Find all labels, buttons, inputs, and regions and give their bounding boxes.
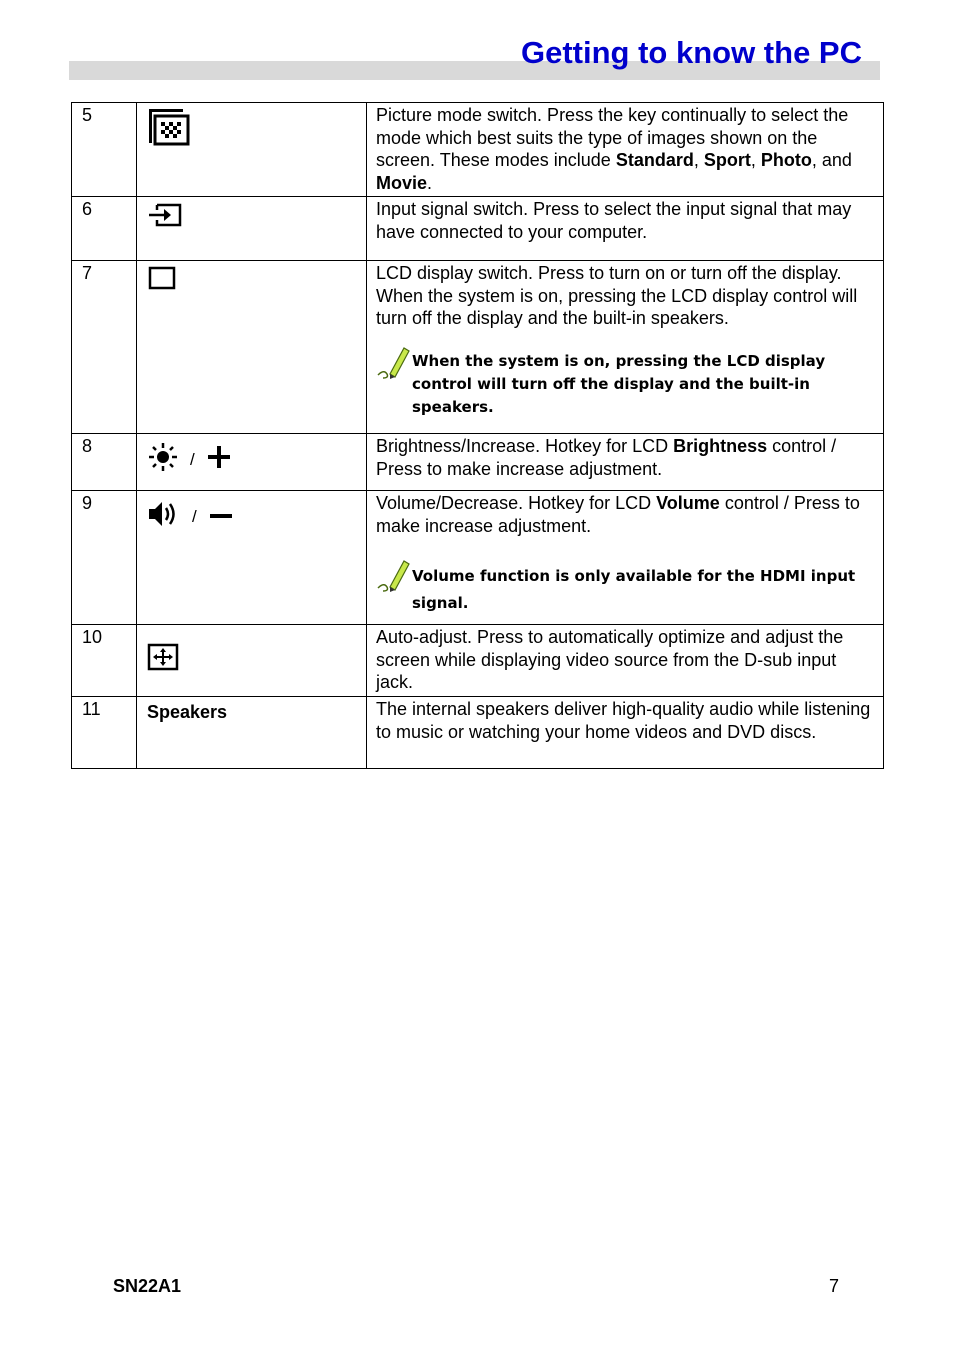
row-description: Picture mode switch. Press the key continually to select the mode which best suits the type of images shown on the screen. These modes include Standard, Sport, Photo, and Movie.	[367, 103, 884, 197]
page-title: Getting to know the PC	[521, 35, 862, 70]
row-number: 7	[72, 261, 137, 434]
note	[376, 350, 877, 419]
row-number: 5	[72, 103, 137, 197]
icon-separator: /	[192, 506, 197, 526]
note-text: When the system is on, pressing the LCD display control will turn off the display and the built-in speakers.	[412, 351, 826, 416]
row-description: LCD display switch. Press to turn on or turn off the display. When the system is on, pressing the LCD display control will turn off the display and the built-in speakers.	[376, 263, 858, 328]
input-signal-icon	[147, 201, 183, 235]
lcd-display-icon	[147, 265, 177, 297]
brightness-icon	[147, 442, 179, 478]
note	[376, 563, 877, 617]
picture-mode-icon	[147, 107, 191, 153]
feature-table	[71, 102, 884, 769]
volume-icon	[147, 499, 181, 535]
icon-separator: /	[190, 449, 195, 469]
note-text: Volume function is only available for the HDMI input signal.	[412, 567, 856, 612]
row-description: Brightness/Increase. Hotkey for LCD Brightness control / Press to make increase adjustment.	[367, 434, 884, 491]
row-number: 10	[72, 625, 137, 697]
auto-adjust-icon	[147, 643, 179, 677]
row-description: Input signal switch. Press to select the input signal that may have connected to your computer.	[367, 197, 884, 261]
table-row	[72, 434, 884, 491]
row-description: Auto-adjust. Press to automatically optimize and adjust the screen while displaying video source from the D-sub input jack.	[367, 625, 884, 697]
note-pen-icon	[376, 344, 410, 387]
table-row	[72, 697, 884, 769]
table-row	[72, 261, 884, 434]
table-row	[72, 625, 884, 697]
table-row	[72, 197, 884, 261]
note-pen-icon	[376, 557, 410, 602]
speakers-label: Speakers	[147, 702, 228, 722]
row-number: 11	[72, 697, 137, 769]
footer-model: SN22A1	[113, 1276, 182, 1296]
row-number: 6	[72, 197, 137, 261]
table-row	[72, 491, 884, 625]
row-description: Volume/Decrease. Hotkey for LCD Volume control / Press to make increase adjustment.	[376, 493, 860, 536]
plus-icon	[206, 444, 232, 476]
table-row	[72, 103, 884, 197]
minus-icon	[208, 506, 234, 529]
row-number: 9	[72, 491, 137, 625]
page-number: 7	[829, 1276, 840, 1296]
row-number: 8	[72, 434, 137, 491]
row-description: The internal speakers deliver high-quality audio while listening to music or watching your home videos and DVD discs.	[367, 697, 884, 769]
